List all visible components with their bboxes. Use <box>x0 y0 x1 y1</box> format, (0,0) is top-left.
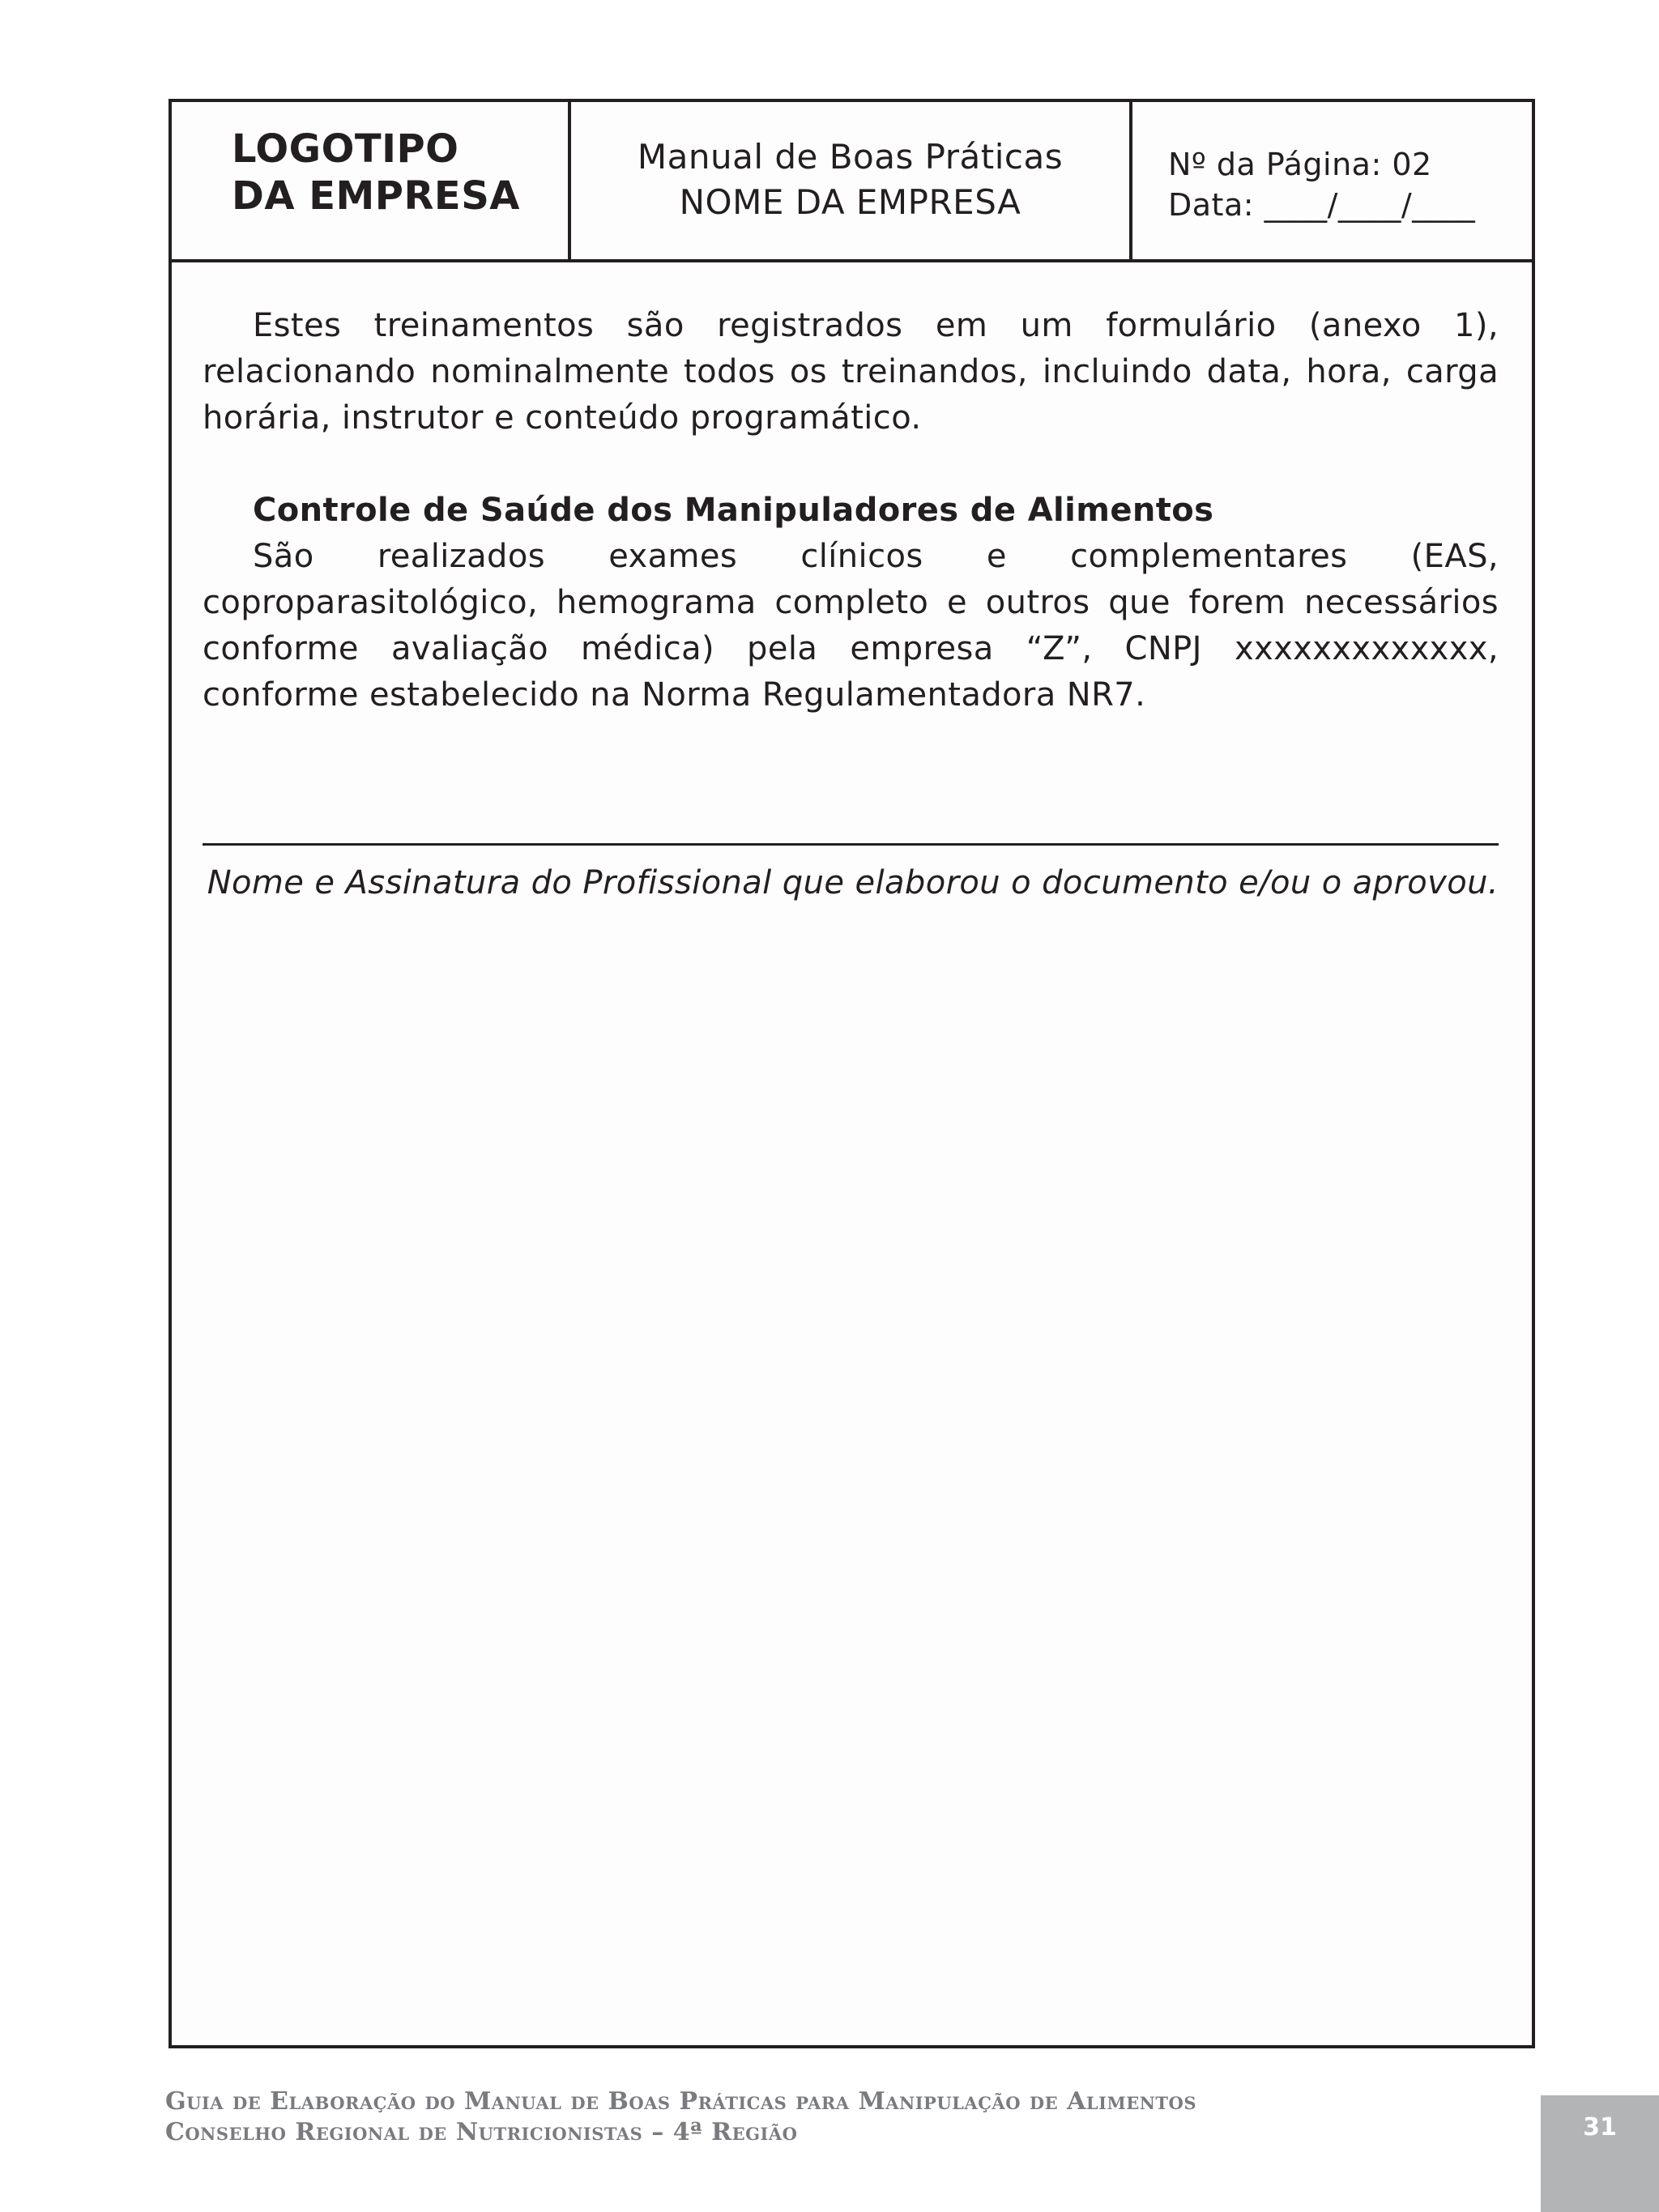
section-heading: Controle de Saúde dos Manipuladores de Alimentos <box>253 492 1214 529</box>
health-control-paragraph: São realizados exames clínicos e complementares (EAS, coproparasitológico, hemograma completo e outros que forem necessários conforme avaliação médica) pela empresa “Z”, CNPJ xxxxxxxxxxxxx, conforme estabelecido na Norma Regulamentadora NR7. <box>203 538 1499 714</box>
document-header <box>172 102 1532 262</box>
section-block <box>203 488 1499 534</box>
page-number: 31 <box>1583 2113 1617 2142</box>
logo-placeholder-line2: DA EMPRESA <box>232 173 520 219</box>
training-records-paragraph: Estes treinamentos são registrados em um formulário (anexo 1), relacionando nominalmente todos os treinandos, incluindo data, hora, carga horária, instrutor e conteúdo programático. <box>203 307 1499 437</box>
footer-guide-title: Guia de Elaboração do Manual de Boas Práticas para Manipulação de Alimentos <box>165 2087 1196 2116</box>
manual-title-cell <box>571 102 1132 259</box>
signature-caption: Nome e Assinatura do Profissional que elaborou o documento e/ou o aprovou. <box>207 864 1499 901</box>
logo-placeholder-cell <box>172 102 571 259</box>
date-label: Data: ____/____/____ <box>1168 187 1476 223</box>
page-number-label: Nº da Página: 02 <box>1168 147 1432 182</box>
logo-placeholder-line1: LOGOTIPO <box>232 126 459 172</box>
document-frame <box>168 99 1535 2048</box>
footer-council-name: Conselho Regional de Nutricionistas – 4ª Região <box>165 2118 798 2146</box>
page-number-tab <box>1541 2095 1659 2212</box>
document-body <box>203 303 1499 718</box>
manual-title: Manual de Boas Práticas <box>637 137 1064 177</box>
company-name: NOME DA EMPRESA <box>679 182 1021 222</box>
signature-line <box>203 843 1499 846</box>
page-meta-cell <box>1132 102 1532 259</box>
page-footer <box>165 2086 1196 2148</box>
